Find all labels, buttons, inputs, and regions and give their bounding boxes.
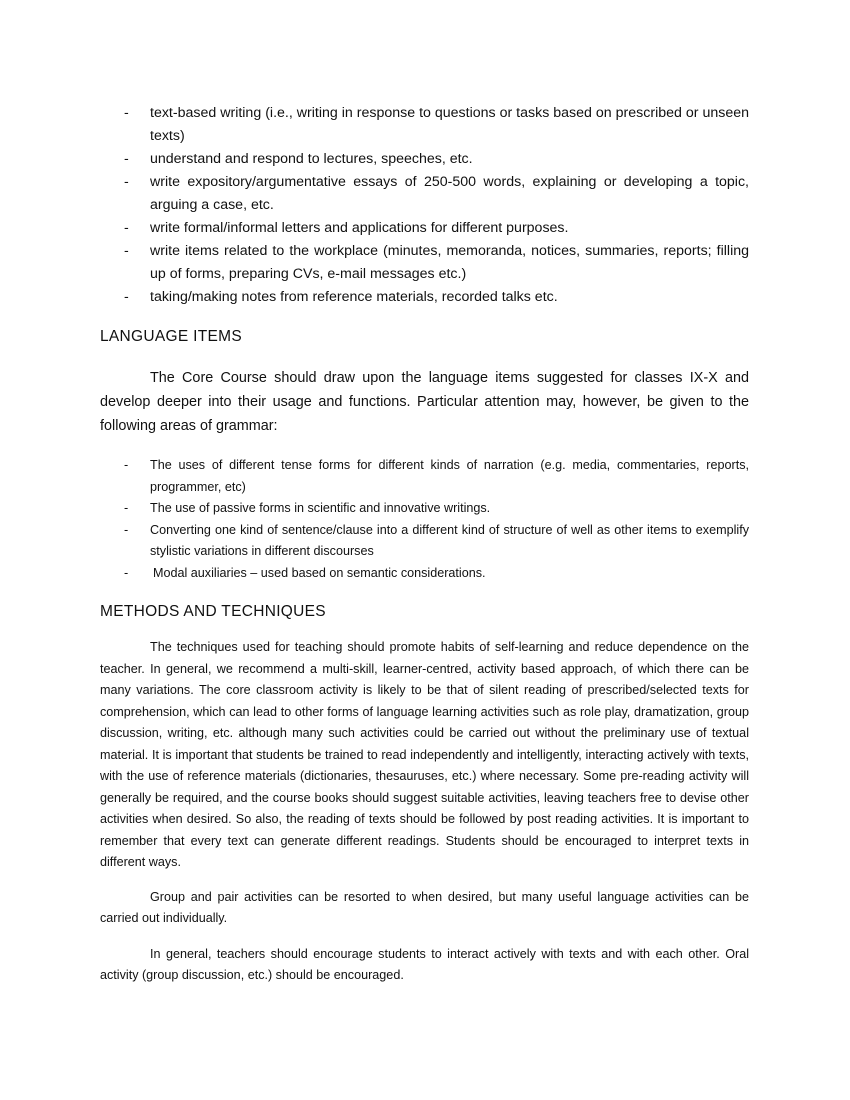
document-page <box>100 102 749 987</box>
methods-paragraph-3: In general, teachers should encourage students to interact actively with texts and with each other. Oral activity (group discussion, etc.) should be encouraged. <box>100 946 749 982</box>
dash-bullet: - <box>124 243 129 259</box>
dash-bullet: - <box>124 458 129 472</box>
dash-bullet: - <box>124 220 129 236</box>
methods-paragraph-1: The techniques used for teaching should promote habits of self-learning and reduce dependence on the teacher. In general, we recommend a multi-skill, learner-centred, activity based approach, of which there can be many variations. The core classroom activity is likely to be that of silent reading of prescribed/selected texts for comprehension, which can lead to other forms of language learning activities such as role play, dramatization, group discussion, writing, etc. although many such activities could be carried out without the preliminary use of textual material. It is important that students be trained to read independently and intelligently, interacting actively with texts, with the use of reference materials (dictionaries, thesauruses, etc.) where necessary. Some pre-reading activity will generally be required, and the course books should suggest suitable activities, leaving teachers free to devise other activities when desired. So also, the reading of texts should be followed by post reading activities. It is important to remember that every text can generate different readings. Students should be encouraged to interpret texts in different ways. <box>100 640 749 869</box>
list-item <box>100 240 749 286</box>
dash-bullet: - <box>124 105 129 121</box>
list-item <box>100 286 749 309</box>
language-items-intro: The Core Course should draw upon the language items suggested for classes IX-X and develop deeper into their usage and functions. Particular attention may, however, be given to the following areas of grammar: <box>100 370 749 434</box>
list-item <box>100 520 749 563</box>
list-item <box>100 171 749 217</box>
list-item <box>100 102 749 148</box>
list-item <box>100 455 749 498</box>
list-item-text: taking/making notes from reference materials, recorded talks etc. <box>150 289 558 305</box>
dash-bullet: - <box>124 174 129 190</box>
list-item-text: text-based writing (i.e., writing in response to questions or tasks based on prescribed or unseen texts) <box>150 105 749 144</box>
list-item-text: understand and respond to lectures, speeches, etc. <box>150 151 473 167</box>
list-item <box>100 498 749 520</box>
list-item-text: Converting one kind of sentence/clause into a different kind of structure of well as other items to exemplify stylistic variations in different discourses <box>150 522 749 558</box>
dash-bullet: - <box>124 289 129 305</box>
dash-bullet: - <box>124 565 129 580</box>
methods-heading: METHODS AND TECHNIQUES <box>100 603 326 620</box>
list-item <box>100 148 749 171</box>
list-item-text: Modal auxiliaries – used based on semantic considerations. <box>153 565 486 580</box>
grammar-areas-list <box>100 455 749 584</box>
methods-paragraph-2: Group and pair activities can be resorted to when desired, but many useful language activities can be carried out individually. <box>100 889 749 925</box>
list-item-text: The use of passive forms in scientific and innovative writings. <box>150 501 491 515</box>
language-items-heading: LANGUAGE ITEMS <box>100 328 243 345</box>
dash-bullet: - <box>124 151 129 167</box>
dash-bullet: - <box>124 522 129 537</box>
list-item-text: The uses of different tense forms for different kinds of narration (e.g. media, commentaries, reports, programmer, etc) <box>150 458 749 494</box>
dash-bullet: - <box>124 501 129 515</box>
writing-skills-list <box>100 102 749 309</box>
list-item-text: write expository/argumentative essays of 250-500 words, explaining or developing a topic, arguing a case, etc. <box>150 174 749 213</box>
list-item-text: write items related to the workplace (minutes, memoranda, notices, summaries, reports; filling up of forms, preparing CVs, e-mail messages etc.) <box>150 243 749 282</box>
list-item <box>100 217 749 240</box>
list-item-text: write formal/informal letters and applications for different purposes. <box>150 220 569 236</box>
list-item <box>100 563 749 585</box>
